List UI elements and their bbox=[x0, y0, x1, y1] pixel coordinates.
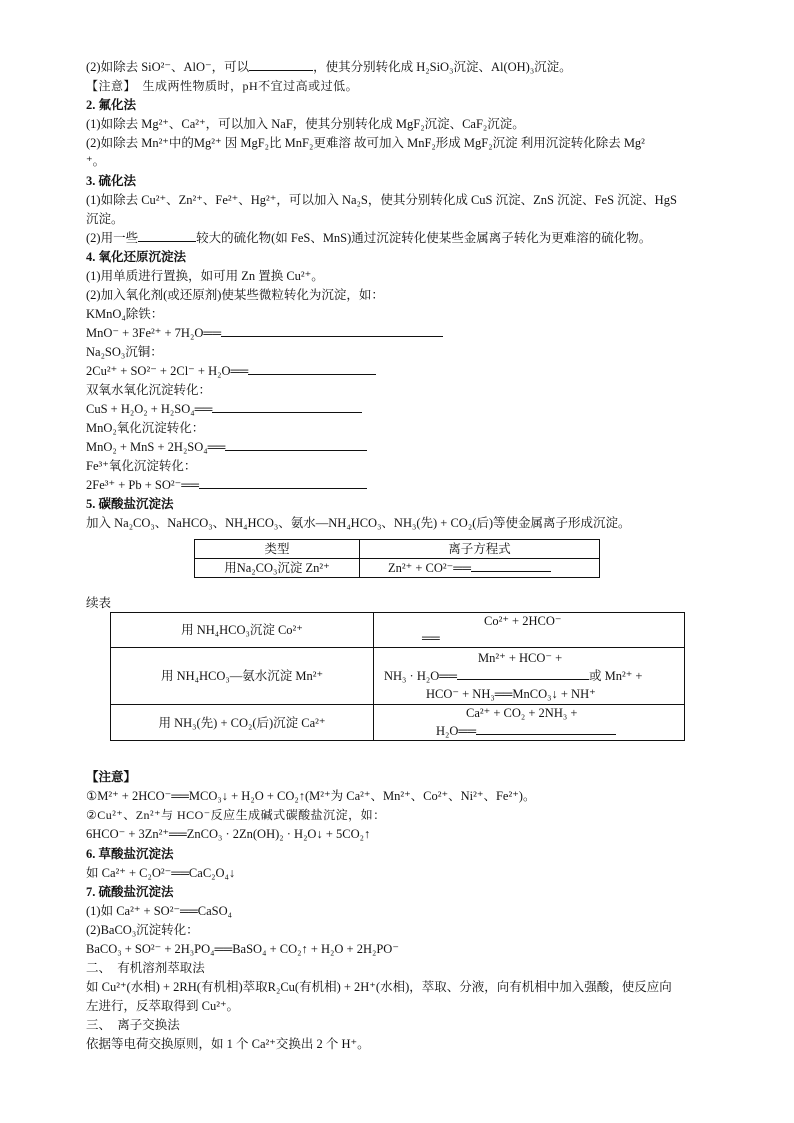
text-line: ①M²⁺ + 2HCO⁻══MCO₃↓ + H₂O + CO₂↑(M²⁺为 Ca²⁺、Mn²⁺、Co²⁺、Ni²⁺、Fe²⁺)。 bbox=[86, 789, 536, 803]
table-header-cell: 类型 bbox=[195, 540, 360, 559]
equation-line bbox=[378, 667, 680, 685]
text-line: (2)BaCO₃沉淀转化： bbox=[86, 923, 199, 937]
text-line: (1)如除去 Mg²⁺、Ca²⁺，可以加入 NaF，使其分别转化成 MgF₂沉淀、CaF₂沉淀。 bbox=[86, 117, 525, 131]
note-line: 【注意】 生成两性物质时，pH不宜过高或过低。 bbox=[86, 79, 359, 93]
text-segment: (2)如除去 SiO²⁻、AlO⁻，可以 bbox=[86, 60, 250, 74]
text-line: KMnO₄除铁： bbox=[86, 307, 164, 321]
text-line: (2)加入氧化剂(或还原剂)使某些微粒转化为沉淀，如： bbox=[86, 288, 384, 302]
text-line: Na₂SO₃沉铜： bbox=[86, 345, 163, 359]
text-line: 依据等电荷交换原则，如 1 个 Ca²⁺交换出 2 个 H⁺。 bbox=[86, 1037, 370, 1051]
answer-blank[interactable] bbox=[471, 559, 551, 572]
text-line: ⁺。 bbox=[86, 154, 106, 168]
note-heading: 【注意】 bbox=[86, 770, 137, 784]
text-line bbox=[86, 229, 651, 247]
text-line: (2)如除去 Mn²⁺中的Mg²⁺ 因 MgF₂比 MnF₂更难溶 故可加入 MnF₂形成 MgF₂沉淀 利用沉淀转化除去 Mg² bbox=[86, 136, 645, 150]
equation-line bbox=[86, 324, 443, 342]
equation-text: 或 Mn²⁺ + bbox=[588, 669, 643, 683]
equation-line bbox=[378, 722, 680, 740]
text-line: 加入 Na₂CO₃、NaHCO₃、NH₄HCO₃、氨水—NH₄HCO₃、NH₃(先) + CO₂(后)等使金属离子形成沉淀。 bbox=[86, 516, 631, 530]
section-heading: 5. 碳酸盐沉淀法 bbox=[86, 497, 174, 511]
section-heading: 4. 氧化还原沉淀法 bbox=[86, 250, 187, 264]
section-heading: 7. 硫酸盐沉淀法 bbox=[86, 885, 174, 899]
equation-text: MnO⁻ + 3Fe²⁺ + 7H₂O══ bbox=[86, 326, 222, 340]
text-line: 如 Cu²⁺(水相) + 2RH(有机相)萃取R₂Cu(有机相) + 2H⁺(水相)，萃取、分液，向有机相中加入强酸，使反应向 bbox=[86, 980, 672, 994]
equation-line: 6HCO⁻ + 3Zn²⁺══ZnCO₃ · 2Zn(OH)₂ · H₂O↓ + 5CO₂↑ bbox=[86, 827, 371, 841]
text-segment: (2)用一些 bbox=[86, 231, 139, 245]
equation-text: CuS + H₂O₂ + H₂SO₄══ bbox=[86, 402, 213, 416]
section-heading: 二、 有机溶剂萃取法 bbox=[86, 961, 205, 975]
equation-line bbox=[86, 476, 367, 494]
equation-text: H₂O══ bbox=[436, 724, 477, 738]
equation-text: HCO⁻ + NH₃══MnCO₃↓ + NH⁺ bbox=[426, 687, 596, 701]
equation-text: Ca²⁺ + CO₂ + 2NH₃ + bbox=[466, 706, 578, 720]
continued-label: 续表 bbox=[86, 596, 112, 610]
text-line: Fe³⁺氧化沉淀转化： bbox=[86, 459, 197, 473]
equation-text: NH₃ · H₂O══ bbox=[384, 669, 457, 683]
equation-line bbox=[86, 362, 376, 380]
equation-line: BaCO₃ + SO²⁻ + 2H₃PO₄══BaSO₄ + CO₂↑ + H₂O + 2H₂PO⁻ bbox=[86, 942, 399, 956]
section-heading: 2. 氟化法 bbox=[86, 98, 137, 112]
continued-table bbox=[110, 612, 685, 741]
answer-blank[interactable] bbox=[248, 362, 376, 375]
table-cell-type: 用 NH₄HCO₃—氨水沉淀 Mn²⁺ bbox=[111, 648, 374, 705]
table-header-cell: 离子方程式 bbox=[360, 540, 600, 559]
table-cell-equation bbox=[374, 613, 685, 648]
answer-blank[interactable] bbox=[457, 667, 589, 680]
answer-blank[interactable] bbox=[212, 400, 362, 413]
equation-text: 2Cu²⁺ + SO²⁻ + 2Cl⁻ + H₂O══ bbox=[86, 364, 249, 378]
section-heading: 6. 草酸盐沉淀法 bbox=[86, 847, 174, 861]
text-segment: ，使其分别转化成 H₂SiO₃沉淀、Al(OH)₃沉淀。 bbox=[313, 60, 572, 74]
equation-line bbox=[86, 438, 367, 456]
equation-text: Zn²⁺ + CO²⁻══ bbox=[388, 561, 471, 575]
equation-text: 2Fe³⁺ + Pb + SO²⁻══ bbox=[86, 478, 199, 492]
table-cell-type: 用 NH₄HCO₃沉淀 Co²⁺ bbox=[111, 613, 374, 648]
ion-equation-table bbox=[194, 539, 600, 578]
equation-line bbox=[86, 400, 362, 418]
table-cell-type: 用 NH₃(先) + CO₂(后)沉淀 Ca²⁺ bbox=[111, 705, 374, 741]
answer-blank[interactable] bbox=[199, 476, 367, 489]
text-line bbox=[86, 58, 572, 76]
answer-blank[interactable] bbox=[476, 722, 616, 735]
answer-blank[interactable] bbox=[221, 324, 443, 337]
table-cell-equation bbox=[374, 705, 685, 741]
equation-line: (1)如 Ca²⁺ + SO²⁻══CaSO₄ bbox=[86, 904, 232, 918]
text-line: 沉淀。 bbox=[86, 212, 124, 226]
equation-text: ══ bbox=[422, 631, 440, 645]
answer-blank[interactable] bbox=[138, 229, 196, 242]
equation-text: Co²⁺ + 2HCO⁻ bbox=[484, 614, 562, 628]
text-line: MnO₂氧化沉淀转化： bbox=[86, 421, 205, 435]
text-line: (1)用单质进行置换，如可用 Zn 置换 Cu²⁺。 bbox=[86, 269, 324, 283]
text-line: 双氧水氧化沉淀转化： bbox=[86, 383, 212, 397]
equation-text: MnO₂ + MnS + 2H₂SO₄══ bbox=[86, 440, 226, 454]
answer-blank[interactable] bbox=[225, 438, 367, 451]
section-heading: 3. 硫化法 bbox=[86, 174, 137, 188]
table-cell-type: 用Na₂CO₃沉淀 Zn²⁺ bbox=[195, 559, 360, 578]
section-heading: 三、 离子交换法 bbox=[86, 1018, 180, 1032]
table-cell-equation bbox=[374, 648, 685, 705]
equation-text: Mn²⁺ + HCO⁻ + bbox=[478, 651, 563, 665]
text-segment: 较大的硫化物(如 FeS、MnS)通过沉淀转化使某些金属离子转化为更难溶的硫化物。 bbox=[196, 231, 652, 245]
table-cell-equation bbox=[360, 559, 600, 578]
text-line: 左进行，反萃取得到 Cu²⁺。 bbox=[86, 999, 240, 1013]
answer-blank[interactable] bbox=[249, 58, 313, 71]
text-line: ②Cu²⁺、Zn²⁺与 HCO⁻反应生成碱式碳酸盐沉淀，如： bbox=[86, 808, 386, 822]
text-line: (1)如除去 Cu²⁺、Zn²⁺、Fe²⁺、Hg²⁺，可以加入 Na₂S，使其分别转化成 CuS 沉淀、ZnS 沉淀、FeS 沉淀、HgS bbox=[86, 193, 677, 207]
equation-line: 如 Ca²⁺ + C₂O²⁻══CaC₂O₄↓ bbox=[86, 866, 236, 880]
